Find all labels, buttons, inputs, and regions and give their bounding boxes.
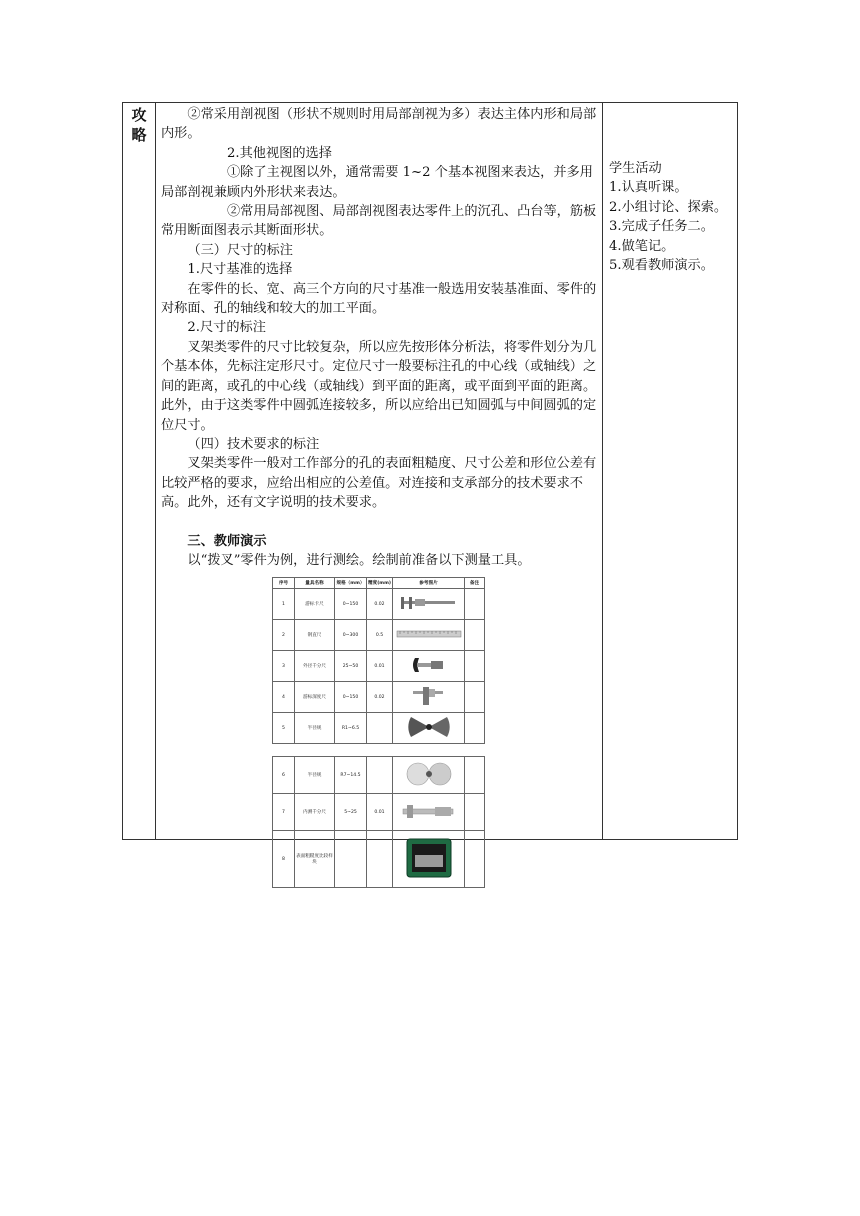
column-header: 量具名称 xyxy=(295,578,335,589)
cell-note xyxy=(465,794,485,831)
section-heading: （三）尺寸的标注 xyxy=(187,242,293,258)
list-item: 1.认真听课。 xyxy=(609,180,688,196)
list-item: 5.观看教师演示。 xyxy=(609,258,714,274)
cell-spec: 0~150 xyxy=(335,682,367,713)
depth-gauge-icon xyxy=(393,682,465,713)
column-header: 序号 xyxy=(273,578,295,589)
list-item: 4.做笔记。 xyxy=(609,238,675,254)
roughness-sample-case-icon xyxy=(393,831,465,888)
section-heading: （四）技术要求的标注 xyxy=(187,436,320,452)
cell-spec: 0~150 xyxy=(335,589,367,620)
steel-ruler-icon xyxy=(393,620,465,651)
cell-precision xyxy=(367,757,393,794)
paragraph: ②常用局部视图、局部剖视图表达零件上的沉孔、凸台等，筋板常用断面图表示其断面形状。 xyxy=(161,204,597,239)
paragraph: 在零件的长、宽、高三个方向的尺寸基准一般选用安装基准面、零件的对称面、孔的轴线和较大的加工平面。 xyxy=(161,281,597,317)
student-activities xyxy=(609,159,737,275)
column-header: 精度(mm) xyxy=(367,578,393,589)
subheading: 1.尺寸基准的选择 xyxy=(187,262,293,278)
section-heading-demo: 三、教师演示 xyxy=(187,533,267,549)
table-row xyxy=(273,794,485,831)
list-item: 3.完成子任务二。 xyxy=(609,219,714,235)
cell-name: 钢直尺 xyxy=(295,620,335,651)
paragraph: ①除了主视图以外，通常需要 1~2 个基本视图来表达，并多用局部剖视兼顾内外形状来表达。 xyxy=(161,165,593,200)
cell-no: 1 xyxy=(273,589,295,620)
cell-note xyxy=(465,682,485,713)
table-row xyxy=(273,831,485,888)
column-header: 参考图片 xyxy=(393,578,465,589)
tools-table-part2 xyxy=(272,756,485,888)
column-divider xyxy=(155,103,156,839)
cell-spec: R7~14.5 xyxy=(335,757,367,794)
cell-precision: 0.01 xyxy=(367,651,393,682)
cell-name: 半径规 xyxy=(295,713,335,744)
cell-note xyxy=(465,620,485,651)
cell-note xyxy=(465,713,485,744)
column-header: 备注 xyxy=(465,578,485,589)
cell-note xyxy=(465,757,485,794)
caliper-icon xyxy=(393,589,465,620)
cell-no: 2 xyxy=(273,620,295,651)
cell-name: 半径规 xyxy=(295,757,335,794)
subheading: 2.尺寸的标注 xyxy=(187,320,266,336)
cell-no: 6 xyxy=(273,757,295,794)
teaching-content xyxy=(161,105,597,570)
cell-precision xyxy=(367,831,393,888)
cell-note xyxy=(465,831,485,888)
subheading: 2.其他视图的选择 xyxy=(227,145,332,161)
paragraph: 叉架类零件的尺寸比较复杂，所以应先按形体分析法，将零件划分为几个基本体，先标注定形尺寸。定位尺寸一般要标注孔的中心线（或轴线）之间的距离，或孔的中心线（或轴线）到平面的距离，或平面到平面的距离。此外，由于这类零件中圆弧连接较多，所以应给出已知圆弧与中间圆弧的定位尺寸。 xyxy=(161,339,597,433)
cell-note xyxy=(465,651,485,682)
cell-no: 5 xyxy=(273,713,295,744)
cell-spec: 0~300 xyxy=(335,620,367,651)
cell-spec: 25~50 xyxy=(335,651,367,682)
cell-note xyxy=(465,589,485,620)
cell-name: 表面粗糙度比较样块 xyxy=(295,831,335,888)
cell-spec xyxy=(335,831,367,888)
table-row xyxy=(273,651,485,682)
list-item: 2.小组讨论、探索。 xyxy=(609,199,728,215)
tools-table-part1 xyxy=(272,577,485,744)
column-header: 规格（mm） xyxy=(335,578,367,589)
table-header-row xyxy=(273,578,485,589)
paragraph: 叉架类零件一般对工作部分的孔的表面粗糙度、尺寸公差和形位公差有比较严格的要求，应给出相应的公差值。对连接和支承部分的技术要求不高。此外，还有文字说明的技术要求。 xyxy=(161,456,597,511)
cell-name: 游标深度尺 xyxy=(295,682,335,713)
cell-precision xyxy=(367,713,393,744)
table-gap xyxy=(272,744,484,756)
table-row xyxy=(273,713,485,744)
student-activities-title: 学生活动 xyxy=(609,161,662,176)
cell-no: 7 xyxy=(273,794,295,831)
cell-name: 内测千分尺 xyxy=(295,794,335,831)
cell-no: 3 xyxy=(273,651,295,682)
measuring-tools-figure xyxy=(272,577,484,888)
cell-precision: 0.02 xyxy=(367,682,393,713)
inside-micrometer-icon xyxy=(393,794,465,831)
side-label: 攻略 xyxy=(131,106,147,144)
cell-precision: 0.02 xyxy=(367,589,393,620)
cell-no: 4 xyxy=(273,682,295,713)
cell-precision: 0.5 xyxy=(367,620,393,651)
cell-spec: R1~6.5 xyxy=(335,713,367,744)
radius-gauge-icon xyxy=(393,713,465,744)
cell-precision: 0.01 xyxy=(367,794,393,831)
table-row xyxy=(273,589,485,620)
paragraph: ②常采用剖视图（形状不规则时用局部剖视为多）表达主体内形和局部内形。 xyxy=(161,107,597,142)
column-divider xyxy=(602,103,603,839)
table-row xyxy=(273,682,485,713)
cell-name: 游标卡尺 xyxy=(295,589,335,620)
cell-name: 外径千分尺 xyxy=(295,651,335,682)
micrometer-icon xyxy=(393,651,465,682)
cell-spec: 5~25 xyxy=(335,794,367,831)
table-row xyxy=(273,757,485,794)
cell-no: 8 xyxy=(273,831,295,888)
radius-gauge-icon xyxy=(393,757,465,794)
table-row xyxy=(273,620,485,651)
paragraph: 以“拨叉”零件为例，进行测绘。绘制前准备以下测量工具。 xyxy=(187,552,531,568)
